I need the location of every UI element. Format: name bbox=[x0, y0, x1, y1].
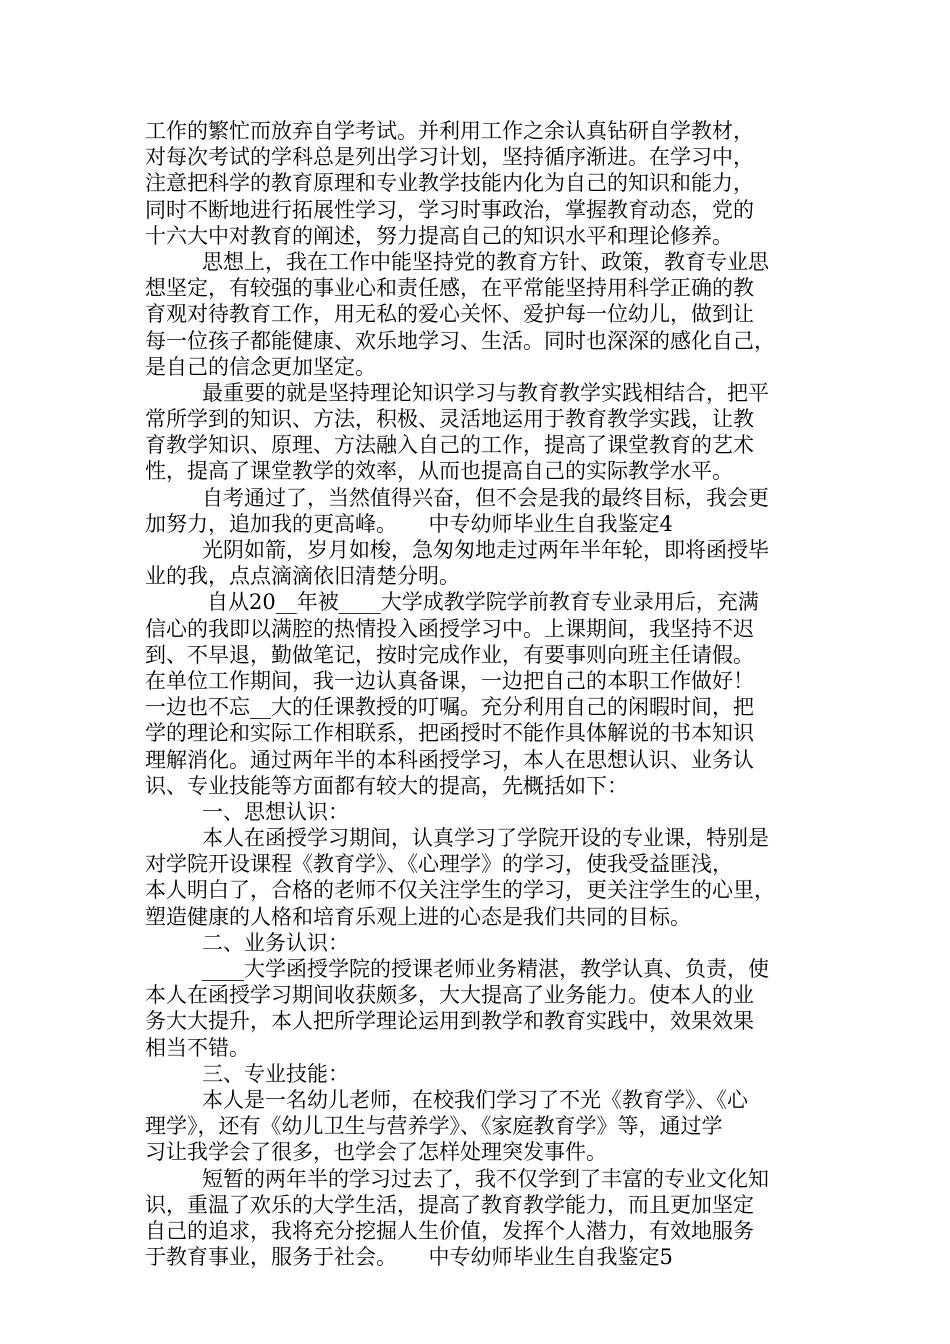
paragraph-start-line: 思想上，我在工作中能坚持党的教育方针、政策，教育专业思 bbox=[202, 249, 769, 274]
text-line: 工作的繁忙而放弃自学考试。并利用工作之余认真钻研自学教材， bbox=[145, 119, 754, 143]
text-line: 常所学到的知识、方法，积极、灵活地运用于教育教学实践，让教 bbox=[145, 407, 754, 432]
paragraph-start-line: 短暂的两年半的学习过去了，我不仅学到了丰富的专业文化知 bbox=[202, 1166, 769, 1191]
text-line: 是自己的信念更加坚定。 bbox=[145, 354, 376, 379]
text-line: 一边也不忘__大的任课教授的叮嘱。充分利用自己的闲暇时间，把 bbox=[145, 695, 754, 720]
paragraph-start-line: ____大学函授学院的授课老师业务精湛，教学认真、负责，使 bbox=[202, 957, 769, 981]
section-heading: 三、专业技能： bbox=[202, 1061, 349, 1086]
section-heading: 一、思想认识： bbox=[202, 799, 349, 824]
paragraph-start-line: 本人在函授学习期间，认真学习了学院开设的专业课，特别是 bbox=[202, 826, 769, 851]
text-line: 塑造健康的人格和培育乐观上进的心态是我们共同的目标。 bbox=[145, 904, 691, 929]
paragraph-start-line: 光阴如箭，岁月如梭，急匆匆地走过两年半年轮，即将函授毕 bbox=[202, 538, 769, 562]
text-line: 育教学知识、原理、方法融入自己的工作，提高了课堂教育的艺术 bbox=[145, 433, 754, 458]
text-line: 十六大中对教育的阐述，努力提高自己的知识水平和理论修养。 bbox=[145, 223, 733, 248]
text-line: 识、专业技能等方面都有较大的提高，先概括如下： bbox=[145, 773, 628, 798]
text-line: 学的理论和实际工作相联系，把函授时不能作具体解说的书本知识 bbox=[145, 721, 754, 746]
text-line: 注意把科学的教育原理和专业教学技能内化为自己的知识和能力， bbox=[145, 171, 754, 196]
paragraph-start-line: 本人是一名幼儿老师，在校我们学习了不光《教育学》、《心 bbox=[202, 1087, 748, 1112]
text-line: 习让我学会了很多，也学会了怎样处理突发事件。 bbox=[145, 1140, 607, 1165]
text-line: 自己的追求，我将充分挖掘人生价值，发挥个人潜力，有效地服务 bbox=[145, 1218, 754, 1243]
text-line: 性，提高了课堂教学的效率，从而也提高自己的实际教学水平。 bbox=[145, 459, 733, 484]
text-line: 加努力，追加我的更高峰。 中专幼师毕业生自我鉴定4 bbox=[145, 511, 673, 536]
text-line: 业的我，点点滴滴依旧清楚分明。 bbox=[145, 564, 460, 589]
text-line: 对学院开设课程《教育学》、《心理学》的学习，使我受益匪浅， bbox=[145, 852, 733, 877]
paragraph-start-line: 自从20__年被____大学成教学院学前教育专业录用后，充满 bbox=[207, 590, 759, 615]
text-line: 本人明白了，合格的老师不仅关注学生的学习，更关注学生的心里， bbox=[145, 878, 775, 903]
text-line: 每一位孩子都能健康、欢乐地学习、生活。同时也深深的感化自己， bbox=[145, 328, 775, 353]
text-line: 想坚定，有较强的事业心和责任感，在平常能坚持用科学正确的教 bbox=[145, 276, 754, 301]
text-line: 在单位工作期间，我一边认真备课，一边把自己的本职工作做好！ bbox=[145, 668, 754, 693]
text-line: 务大大提升，本人把所学理论运用到教学和教育实践中，效果效果 bbox=[145, 1009, 754, 1034]
paragraph-start-line: 最重要的就是坚持理论知识学习与教育教学实践相结合，把平 bbox=[202, 380, 769, 405]
text-line: 相当不错。 bbox=[145, 1035, 250, 1060]
text-line: 信心的我即以满腔的热情投入函授学习中。上课期间，我坚持不迟 bbox=[145, 616, 754, 641]
text-line: 到、不早退，勤做笔记，按时完成作业，有要事则向班主任请假。 bbox=[145, 642, 754, 667]
text-line: 同时不断地进行拓展性学习，学习时事政治，掌握教育动态，党的 bbox=[145, 197, 754, 222]
section-heading: 二、业务认识： bbox=[202, 930, 349, 955]
text-line: 本人在函授学习期间收获颇多，大大提高了业务能力。使本人的业 bbox=[145, 983, 754, 1008]
text-line: 于教育事业，服务于社会。 中专幼师毕业生自我鉴定5 bbox=[145, 1245, 673, 1270]
text-line: 对每次考试的学科总是列出学习计划，坚持循序渐进。在学习中， bbox=[145, 145, 754, 170]
text-line: 理解消化。通过两年半的本科函授学习，本人在思想认识、业务认 bbox=[145, 747, 754, 772]
text-line: 识，重温了欢乐的大学生活，提高了教育教学能力，而且更加坚定 bbox=[145, 1192, 754, 1217]
document-body bbox=[145, 118, 810, 1270]
text-line: 育观对待教育工作，用无私的爱心关怀、爱护每一位幼儿，做到让 bbox=[145, 302, 754, 327]
text-line: 理学》，还有《幼儿卫生与营养学》、《家庭教育学》等，通过学 bbox=[145, 1114, 723, 1139]
paragraph-start-line: 自考通过了，当然值得兴奋，但不会是我的最终目标，我会更 bbox=[202, 485, 769, 510]
